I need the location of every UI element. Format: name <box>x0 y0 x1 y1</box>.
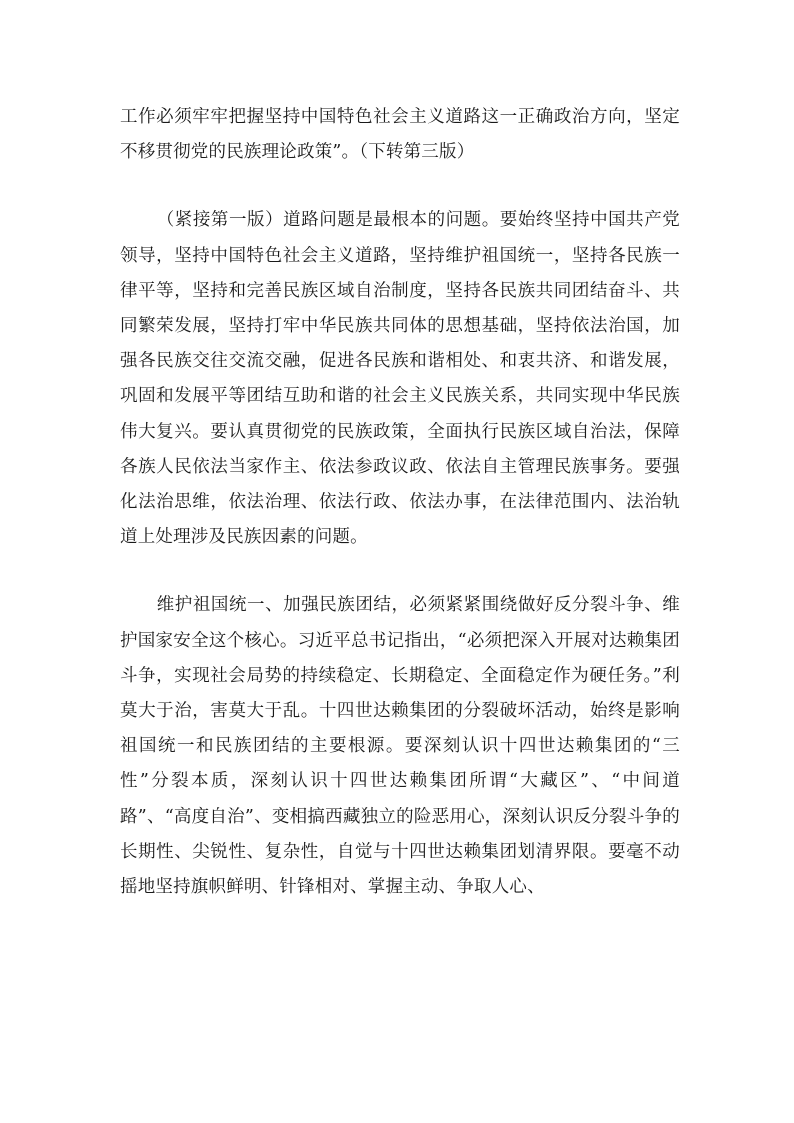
article-body <box>120 100 680 905</box>
paragraph-anti-separatism: 维护祖国统一、加强民族团结，必须紧紧围绕做好反分裂斗争、维护国家安全这个核心。习近平总书记指出，“必须把深入开展对达赖集团斗争，实现社会局势的持续稳定、长期稳定、全面稳定作为硬任务。”利莫大于治，害莫大于乱。十四世达赖集团的分裂破坏活动，始终是影响祖国统一和民族团结的主要根源。要深刻认识十四世达赖集团的“三性”分裂本质，深刻认识十四世达赖集团所谓“大藏区”、“中间道路”、“高度自治”、变相搞西藏独立的险恶用心，深刻认识反分裂斗争的长期性、尖锐性、复杂性，自觉与十四世达赖集团划清界限。要毫不动摇地坚持旗帜鲜明、针锋相对、掌握主动、争取人心、 <box>120 595 680 898</box>
paragraph-road-issue: （紧接第一版）道路问题是最根本的问题。要始终坚持中国共产党领导，坚持中国特色社会主义道路，坚持维护祖国统一，坚持各民族一律平等，坚持和完善民族区域自治制度，坚持各民族共同团结奋斗、共同繁荣发展，坚持打牢中华民族共同体的思想基础，坚持依法治国，加强各民族交往交流交融，促进各民族和谐相处、和衷共济、和谐发展，巩固和发展平等团结互助和谐的社会主义民族关系，共同实现中华民族伟大复兴。要认真贯彻党的民族政策，全面执行民族区域自治法，保障各族人民依法当家作主、依法参政议政、依法自主管理民族事务。要强化法治思维，依法治理、依法行政、依法办事，在法律范围内、法治轨道上处理涉及民族因素的问题。 <box>120 210 680 548</box>
paragraph-continuation: 工作必须牢牢把握坚持中国特色社会主义道路这一正确政治方向，坚定不移贯彻党的民族理论政策”。（下转第三版） <box>120 107 680 163</box>
